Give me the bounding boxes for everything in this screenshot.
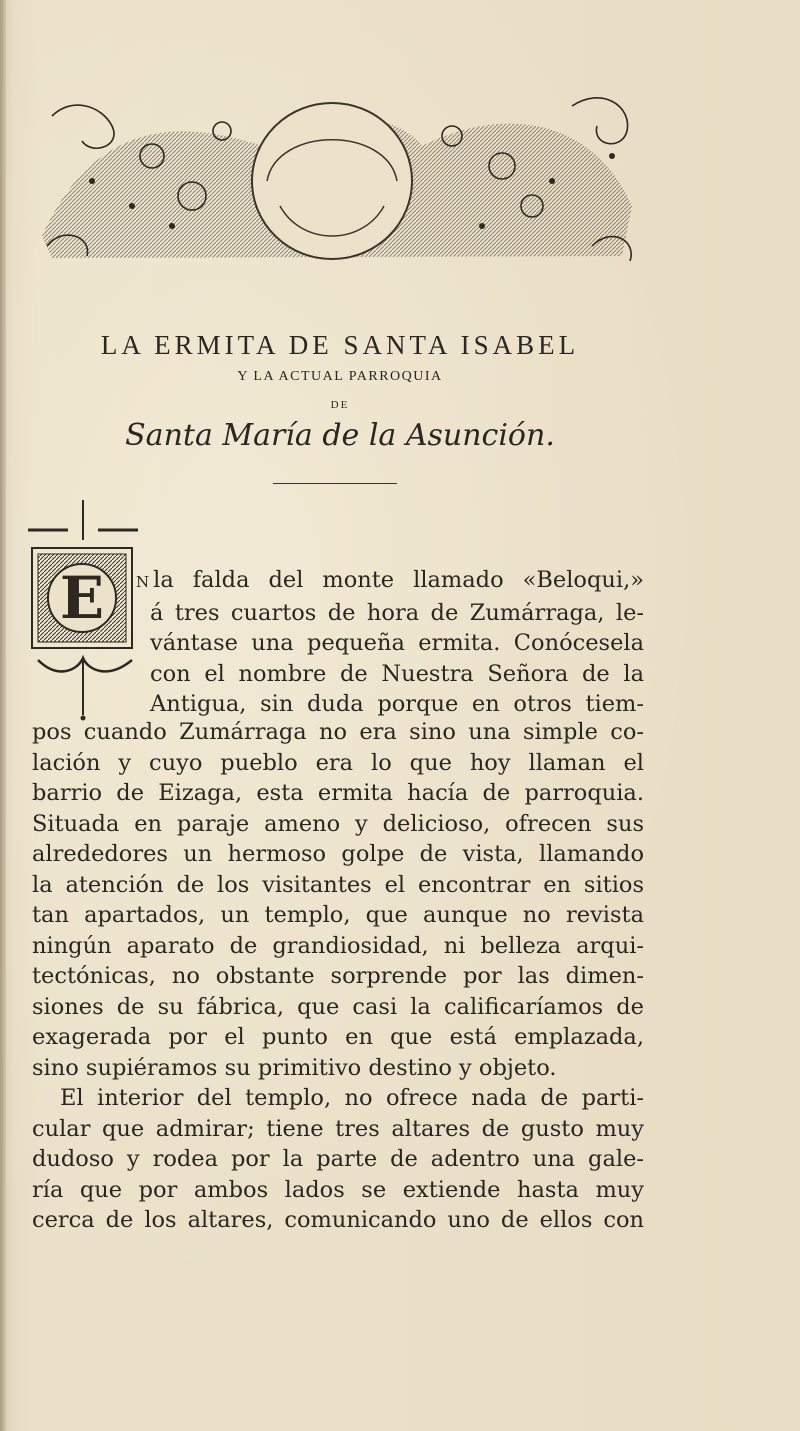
text-line: vántase una pequeña ermita. Conócesela: [150, 630, 644, 656]
text-line: cerca de los altares, comunicando uno de ellos con: [32, 1207, 644, 1233]
text-line: lación y cuyo pueblo era lo que hoy llaman el: [32, 749, 644, 776]
ornamental-initial-e: [28, 500, 146, 722]
paragraph-1-continued: [32, 717, 644, 1083]
text-line: dudoso y rodea por la parte de adentro una gale-: [32, 1146, 644, 1172]
text-line: á tres cuartos de hora de Zumárraga, le-: [150, 599, 644, 626]
floral-header-vignette: [32, 86, 644, 270]
text-line: tan apartados, un templo, que aunque no revista: [32, 902, 644, 928]
text-line: barrio de Eizaga, esta ermita hacía de parroquia.: [32, 780, 644, 806]
chapter-title: LA ERMITA DE SANTA ISABEL: [100, 330, 580, 360]
text-line: Antigua, sin duda porque en otros tiem-: [150, 691, 644, 717]
svg-text:E: E: [59, 564, 105, 632]
text-line: exagerada por el punto en que está emplazada,: [32, 1024, 644, 1050]
text-line: siones de su fábrica, que casi la calificaríamos de: [32, 993, 644, 1020]
drop-cap-lines: [136, 565, 644, 720]
chapter-script-title: Santa María de la Asunción.: [125, 418, 555, 453]
text-line: N la falda del monte llamado «Beloqui,»: [136, 567, 644, 593]
text-line: ningún aparato de grandiosidad, ni belleza arqui-: [32, 932, 644, 959]
text-line: El interior del templo, no ofrece nada de parti-: [60, 1085, 644, 1111]
text-line: ría que por ambos lados se extiende hasta muy: [32, 1176, 644, 1203]
text-line: sino supiéramos su primitivo destino y objeto.: [32, 1054, 557, 1081]
chapter-subtitle-de: DE: [330, 399, 350, 411]
paragraph-2: [32, 1083, 644, 1236]
chapter-subtitle: Y LA ACTUAL PARROQUIA: [237, 369, 443, 384]
page-binding-edge: [0, 0, 6, 1431]
text-line: tectónicas, no obstante sorprende por las dimen-: [32, 963, 644, 989]
text-line: alrededores un hermoso golpe de vista, llamando: [32, 841, 644, 867]
text-line: pos cuando Zumárraga no era sino una simple co-: [32, 719, 644, 745]
text-line: Situada en paraje ameno y delicioso, ofrecen sus: [32, 810, 644, 837]
text-line: cular que admirar; tiene tres altares de gusto muy: [32, 1115, 644, 1142]
text-line: con el nombre de Nuestra Señora de la: [150, 660, 644, 687]
title-divider: [273, 483, 397, 484]
text-line: la atención de los visitantes el encontrar en sitios: [32, 871, 644, 898]
